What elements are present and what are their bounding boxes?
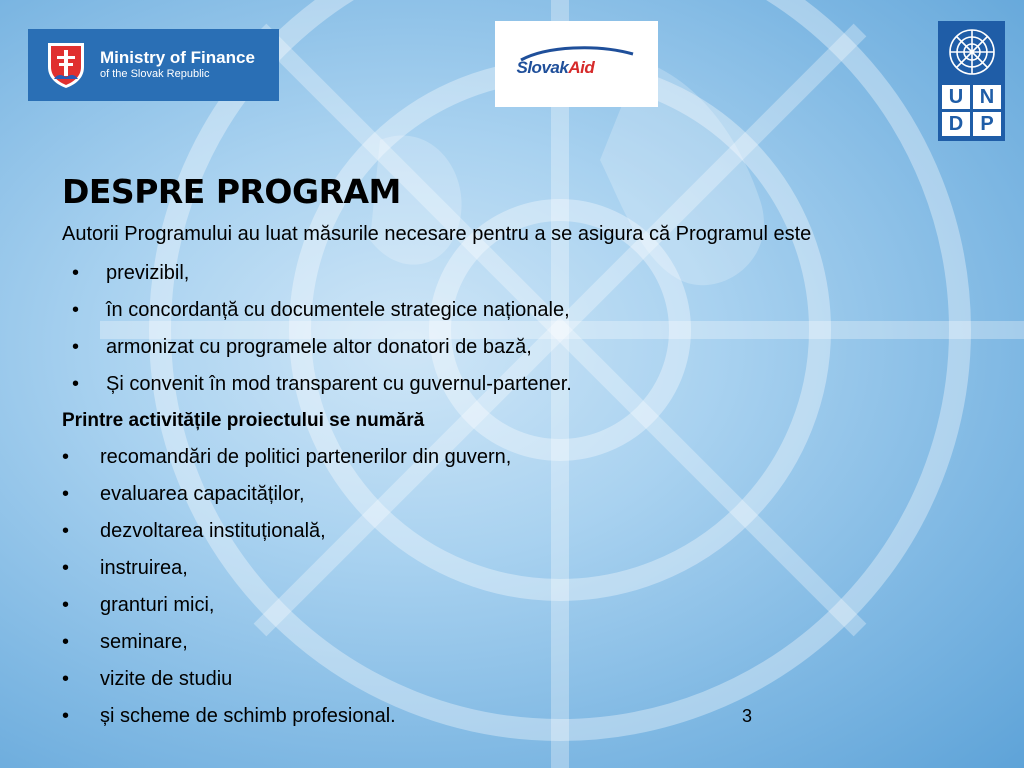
list-item <box>62 587 982 624</box>
list-item-text: previzibil, <box>106 262 190 284</box>
list-item <box>62 329 982 366</box>
bullet-icon: • <box>62 705 70 727</box>
list-item <box>62 439 982 476</box>
list-item-text: seminare, <box>100 631 188 653</box>
bullet-icon: • <box>72 373 80 395</box>
ministry-title: Ministry of Finance <box>100 48 255 68</box>
ministry-of-finance-logo <box>28 29 279 101</box>
slovak-aid-logo <box>495 21 658 107</box>
activities-heading: Printre activitățile proiectului se numără <box>62 410 425 431</box>
bullet-icon: • <box>62 557 70 579</box>
un-globe-icon <box>946 26 998 78</box>
slovak-aid-main: Slovak <box>516 58 569 77</box>
page-number: 3 <box>742 706 753 726</box>
list-item <box>62 292 982 329</box>
undp-letter-d: D <box>942 112 970 136</box>
bullet-icon: • <box>62 520 70 542</box>
list-item <box>62 624 982 661</box>
undp-letter-n: N <box>973 85 1001 109</box>
ministry-subtitle: of the Slovak Republic <box>100 68 210 81</box>
bullet-icon: • <box>62 594 70 616</box>
undp-letter-p: P <box>973 112 1001 136</box>
ministry-text <box>100 49 255 80</box>
bullet-icon: • <box>62 668 70 690</box>
list-item-text: recomandări de politici partenerilor din guvern, <box>100 446 512 468</box>
slovak-aid-accent: Aid <box>568 58 595 77</box>
list-item <box>62 550 982 587</box>
list-item <box>62 661 982 698</box>
slide-title: DESPRE PROGRAM <box>62 172 401 211</box>
slovak-aid-wordmark <box>517 58 595 78</box>
bullet-icon: • <box>72 299 80 321</box>
list-item-text: și scheme de schimb profesional. <box>100 705 396 727</box>
list-item-text: dezvoltarea instituțională, <box>100 520 326 542</box>
list-item-text: în concordanță cu documentele strategice naționale, <box>106 299 570 321</box>
list-item-text: Și convenit în mod transparent cu guvernul-partener. <box>106 373 572 395</box>
list-item-text: evaluarea capacităților, <box>100 483 305 505</box>
bullet-icon: • <box>72 336 80 358</box>
list-item <box>62 366 982 403</box>
list-item <box>62 255 982 292</box>
intro-paragraph: Autorii Programului au luat măsurile necesare pentru a se asigura că Programul este <box>62 223 812 245</box>
list-item-text: granturi mici, <box>100 594 215 616</box>
list-item-text: vizite de studiu <box>100 668 233 690</box>
bullet-icon: • <box>62 631 70 653</box>
list-item <box>62 513 982 550</box>
list-item <box>62 476 982 513</box>
list-item <box>62 698 982 735</box>
activities-list <box>62 439 982 735</box>
slide-content <box>62 172 982 735</box>
list-item-text: armonizat cu programele altor donatori de bază, <box>106 336 532 358</box>
undp-letter-u: U <box>942 85 970 109</box>
qualities-list <box>62 255 982 403</box>
undp-logo <box>938 21 1005 141</box>
bullet-icon: • <box>62 483 70 505</box>
slovak-coat-of-arms-icon <box>46 41 86 89</box>
bullet-icon: • <box>62 446 70 468</box>
undp-letters <box>942 85 1001 136</box>
list-item-text: instruirea, <box>100 557 188 579</box>
bullet-icon: • <box>72 262 80 284</box>
